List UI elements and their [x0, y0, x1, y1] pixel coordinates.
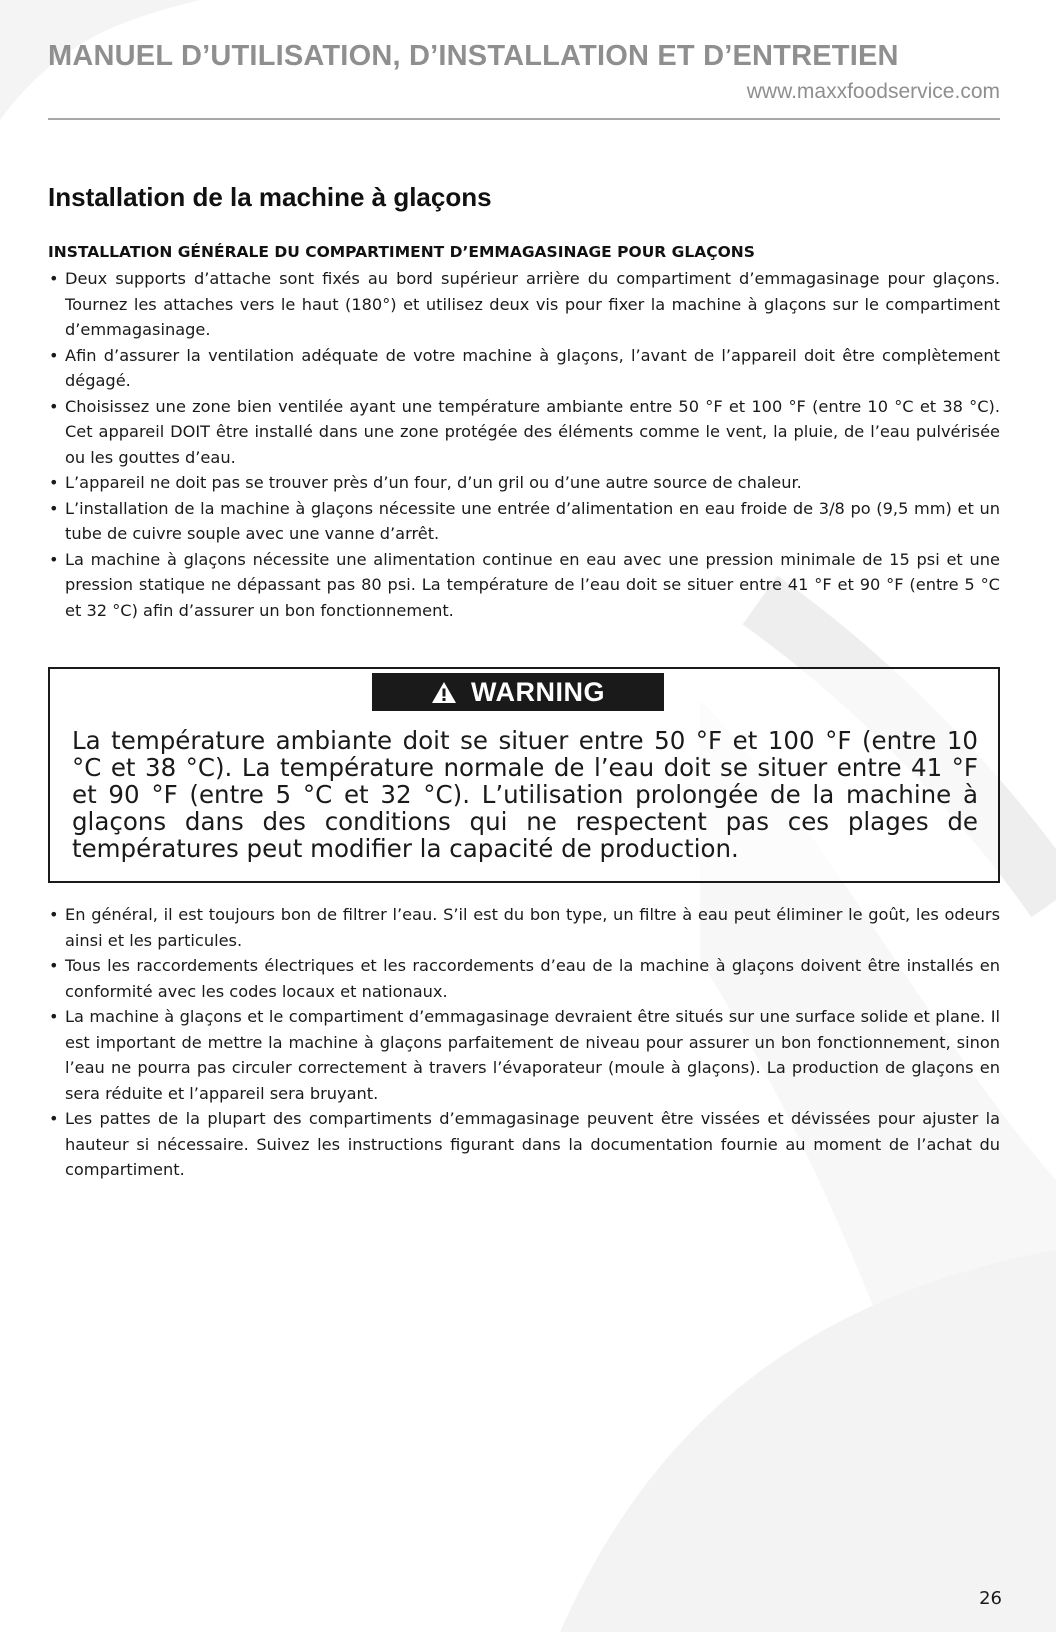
list-item: • Afin d’assurer la ventilation adéquate de votre machine à glaçons, l’avant de l’appareil doit être complètement dégagé.: [48, 343, 1000, 394]
warning-label: WARNING: [471, 676, 605, 707]
header-website-url: www.maxxfoodservice.com: [746, 80, 1000, 103]
installation-bullet-list: [48, 266, 1000, 623]
warning-triangle-icon: [431, 681, 457, 704]
water-electrical-bullet-list: [48, 902, 1000, 1183]
page-number: 26: [979, 1588, 1002, 1609]
section-subheading: INSTALLATION GÉNÉRALE DU COMPARTIMENT D’EMMAGASINAGE POUR GLAÇONS: [48, 243, 755, 261]
list-item: • Choisissez une zone bien ventilée ayant une température ambiante entre 50 °F et 100 °F (entre 10 °C et 38 °C). Cet appareil DOIT être installé dans une zone protégée des éléments comme le vent, la pluie, de l’eau pulvérisée ou les gouttes d’eau.: [48, 394, 1000, 471]
section-title: Installation de la machine à glaçons: [48, 182, 492, 212]
header-divider: [48, 118, 1000, 120]
list-item: • La machine à glaçons nécessite une alimentation continue en eau avec une pression minimale de 15 psi et une pression statique ne dépassant pas 80 psi. La température de l’eau doit se situer entre 41 °F et 90 °F (entre 5 °C et 32 °C) afin d’assurer un bon fonctionnement.: [48, 547, 1000, 624]
list-item: • Les pattes de la plupart des compartiments d’emmagasinage peuvent être vissées et dévissées pour ajuster la hauteur si nécessaire. Suivez les instructions figurant dans la documentation fournie au moment de l’achat du compartiment.: [48, 1106, 1000, 1183]
list-item: • Deux supports d’attache sont fixés au bord supérieur arrière du compartiment d’emmagasinage pour glaçons. Tournez les attaches vers le haut (180°) et utilisez deux vis pour fixer la machine à glaçons sur le compartiment d’emmagasinage.: [48, 266, 1000, 343]
list-item: • En général, il est toujours bon de filtrer l’eau. S’il est du bon type, un filtre à eau peut éliminer le goût, les odeurs ainsi et les particules.: [48, 902, 1000, 953]
manual-header-title: MANUEL D’UTILISATION, D’INSTALLATION ET D’ENTRETIEN: [48, 40, 899, 72]
list-item: • La machine à glaçons et le compartiment d’emmagasinage devraient être situés sur une surface solide et plane. Il est important de mettre la machine à glaçons parfaitement de niveau pour assurer un bon fonctionnement, sinon l’eau ne pourra pas circuler correctement à travers l’évaporateur (moule à glaçons). La production de glaçons en sera réduite et l’appareil sera bruyant.: [48, 1004, 1000, 1106]
warning-banner: [372, 673, 664, 711]
warning-text: La température ambiante doit se situer entre 50 °F et 100 °F (entre 10 °C et 38 °C). La température normale de l’eau doit se situer entre 41 °F et 90 °F (entre 5 °C et 32 °C). L’utilisation prolongée de la machine à glaçons dans des conditions qui ne respectent pas ces plages de températures peut modifier la capacité de production.: [72, 726, 978, 863]
warning-box: [48, 667, 1000, 883]
list-item: • Tous les raccordements électriques et les raccordements d’eau de la machine à glaçons doivent être installés en conformité avec les codes locaux et nationaux.: [48, 953, 1000, 1004]
list-item: • L’appareil ne doit pas se trouver près d’un four, d’un gril ou d’une autre source de chaleur.: [48, 470, 1000, 496]
list-item: • L’installation de la machine à glaçons nécessite une entrée d’alimentation en eau froide de 3/8 po (9,5 mm) et un tube de cuivre souple avec une vanne d’arrêt.: [48, 496, 1000, 547]
